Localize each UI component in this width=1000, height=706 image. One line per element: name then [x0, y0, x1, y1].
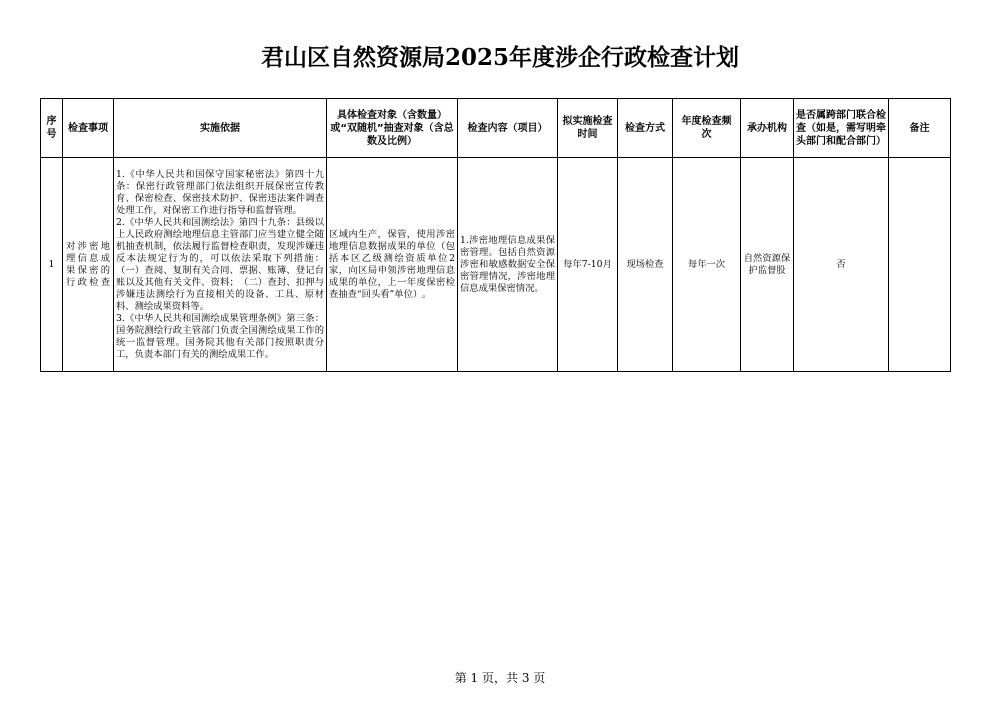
legal-basis-clause: 2.《中华人民共和国测绘法》第四十九条：县级以上人民政府测绘地理信息主管部门应当建立健全随机抽查机制，依法履行监督检查职责，发现涉嫌违反本法规定行为的，可以依法采取下列措施：（一）查阅、复制有关合同、票据、账簿、登记台账以及其他有关文件、资料；（二）查封、扣押与涉嫌违法测绘行为直接相关的设备、工具、原材料、测绘成果资料等。 [116, 216, 324, 312]
header-joint-inspection: 是否属跨部门联合检查（如是，需写明牵头部门和配合部门） [794, 99, 889, 158]
legal-basis-clause: 3.《中华人民共和国测绘成果管理条例》第三条：国务院测绘行政主管部门负责全国测绘成果工作的统一监督管理。国务院其他有关部门按照职责分工，负责本部门有关的测绘成果工作。 [116, 312, 324, 360]
cell-legal-basis [114, 158, 327, 372]
cell-responsible-agency: 自然资源保护监督股 [741, 158, 794, 372]
cell-inspection-target: 区域内生产，保管，使用涉密地理信息数据成果的单位（包括本区乙级测绘资质单位2家，向区局申领涉密地理信息成果的单位，上一年度保密检查抽查“回头看”单位）。 [327, 158, 458, 372]
header-legal-basis: 实施依据 [114, 99, 327, 158]
cell-planned-time: 每年7-10月 [558, 158, 618, 372]
cell-inspection-method: 现场检查 [618, 158, 673, 372]
cell-annual-frequency: 每年一次 [673, 158, 741, 372]
cell-remarks [889, 158, 951, 372]
page-footer: 第 1 页，共 3 页 [454, 671, 546, 685]
header-responsible-agency: 承办机构 [741, 99, 794, 158]
header-annual-frequency: 年度检查频次 [673, 99, 741, 158]
document-title: 君山区自然资源局2025年度涉企行政检查计划 [260, 44, 739, 71]
header-index: 序号 [41, 99, 63, 158]
cell-inspection-content: 1.涉密地理信息成果保密管理。包括自然资源涉密和敏感数据安全保密管理情况，涉密地理信息成果保密情况。 [458, 158, 558, 372]
legal-basis-clause: 1.《中华人民共和国保守国家秘密法》第四十九条：保密行政管理部门依法组织开展保密宣传教育、保密检查、保密技术防护、保密违法案件调查处理工作，对保密工作进行指导和监督管理。 [116, 168, 324, 216]
header-planned-time: 拟实施检查时间 [558, 99, 618, 158]
header-inspection-content: 检查内容（项目） [458, 99, 558, 158]
cell-index: 1 [41, 158, 63, 372]
header-remarks: 备注 [889, 99, 951, 158]
header-inspection-target: 具体检查对象（含数量）或“双随机”抽查对象（含总数及比例） [327, 99, 458, 158]
table-header-row [41, 99, 951, 158]
inspection-plan-table [40, 98, 951, 372]
cell-inspection-item: 对涉密地理信息成果保密的行政检查 [63, 158, 114, 372]
cell-joint-inspection: 否 [794, 158, 889, 372]
header-inspection-method: 检查方式 [618, 99, 673, 158]
table-row [41, 158, 951, 372]
header-inspection-item: 检查事项 [63, 99, 114, 158]
